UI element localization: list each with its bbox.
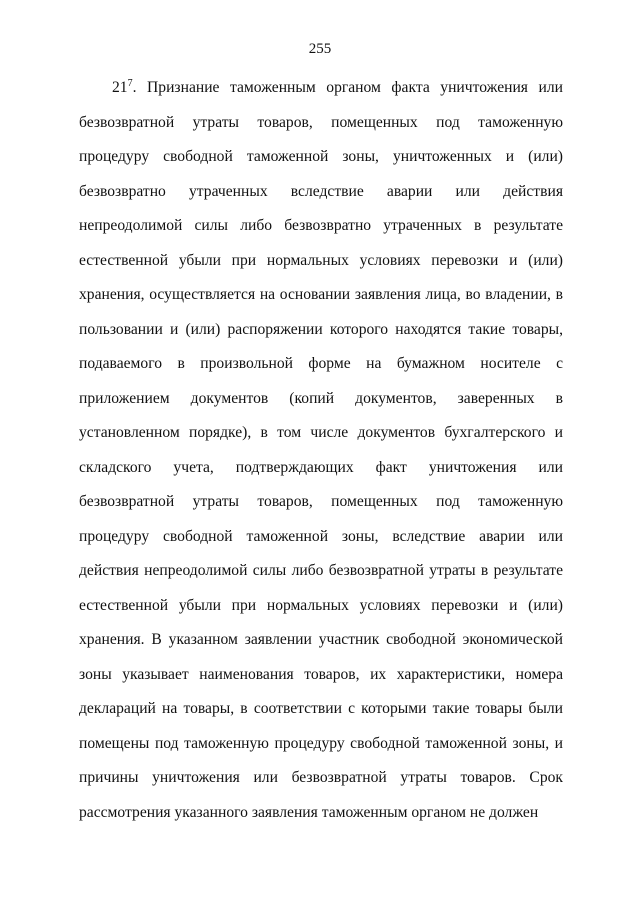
paragraph-number-superscript: 7 [127,77,133,89]
paragraph-number-suffix: . [132,79,137,96]
paragraph-number [112,79,137,96]
paragraph-text [79,71,563,830]
paragraph-body: Признание таможенным органом факта уничтожения или безвозвратной утраты товаров, помещенных под таможенную процедуру свободной таможенной зоны, уничтоженных и (или) безвозвратно утраченных вследствие аварии или действия непреодолимой силы либо безвозвратно утраченных в результате естественной убыли при нормальных условиях перевозки и (или) хранения, осуществляется на основании заявления лица, во владении, в пользовании и (или) распоряжении которого находятся такие товары, подаваемого в произвольной форме на бумажном носителе с приложением документов (копий документов, заверенных в установленном порядке), в том числе документов бухгалтерского и складского учета, подтверждающих факт уничтожения или безвозвратной утраты товаров, помещенных под таможенную процедуру свободной таможенной зоны, вследствие аварии или действия непреодолимой силы либо безвозвратной утраты в результате естественной убыли при нормальных условиях перевозки и (или) хранения. В указанном заявлении участник свободной экономической зоны указывает наименования товаров, их характеристики, номера деклараций на товары, в соответствии с которыми такие товары были помещены под таможенную процедуру свободной таможенной зоны, и причины уничтожения или безвозвратной утраты товаров. Срок рассмотрения указанного заявления таможенным органом не должен [79,79,563,821]
paragraph-number-main: 21 [112,79,128,96]
page-number: 255 [308,41,332,57]
